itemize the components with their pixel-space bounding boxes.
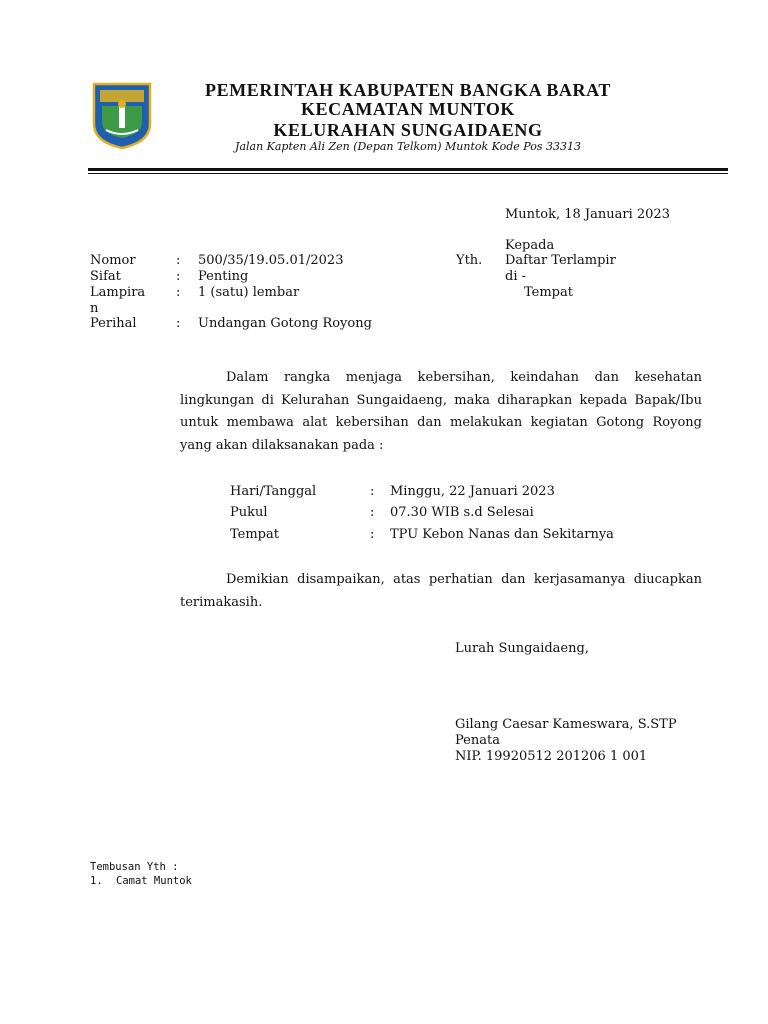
- sifat-label: Sifat: [90, 269, 121, 284]
- lampiran-value: 1 (satu) lembar: [198, 285, 300, 300]
- nomor-colon: :: [176, 253, 181, 268]
- body-paragraph-2: Demikian disampaikan, atas perhatian dan kerjasamanya diucapkan terimakasih.: [180, 572, 702, 610]
- schedule-colon-date: :: [370, 484, 375, 499]
- lampiran-label-wrap: n: [90, 301, 99, 316]
- letterhead-rule-thick: [88, 168, 728, 171]
- place-date: Muntok, 18 Januari 2023: [505, 207, 670, 222]
- sifat-value: Penting: [198, 269, 249, 284]
- perihal-value: Undangan Gotong Royong: [198, 316, 372, 331]
- signature-rank: Penata: [455, 733, 500, 748]
- schedule-value-time: 07.30 WIB s.d Selesai: [390, 505, 534, 520]
- cc-heading: Tembusan Yth :: [90, 861, 179, 873]
- letterhead-line-3: KELURAHAN SUNGAIDAENG: [273, 120, 543, 140]
- schedule-value-date: Minggu, 22 Januari 2023: [390, 484, 555, 499]
- perihal-colon: :: [176, 316, 181, 331]
- body-paragraph-1: Dalam rangka menjaga kebersihan, keindahan dan kesehatan lingkungan di Kelurahan Sungaidaeng, maka diharapkan kepada Bapak/Ibu untuk membawa alat kebersihan dan melakukan kegiatan Gotong Royong yang akan dilaksanakan pada :: [180, 370, 702, 453]
- recipient-yth: Yth.: [456, 253, 483, 268]
- regency-emblem-logo: [90, 80, 154, 150]
- signature-name: Gilang Caesar Kameswara, S.STP: [455, 717, 677, 732]
- schedule-colon-time: :: [370, 505, 375, 520]
- lampiran-label: Lampira: [90, 285, 146, 300]
- letterhead-line-1: PEMERINTAH KABUPATEN BANGKA BARAT: [205, 80, 611, 100]
- schedule-label-time: Pukul: [230, 505, 268, 520]
- nomor-value: 500/35/19.05.01/2023: [198, 253, 344, 268]
- letterhead-address: Jalan Kapten Ali Zen (Depan Telkom) Muntok Kode Pos 33313: [235, 140, 581, 153]
- letterhead-rule-thin: [88, 173, 728, 174]
- cc-item-number: 1.: [90, 875, 103, 887]
- schedule-colon-place: :: [370, 527, 375, 542]
- schedule-value-place: TPU Kebon Nanas dan Sekitarnya: [390, 527, 614, 542]
- signature-nip: NIP. 19920512 201206 1 001: [455, 749, 648, 764]
- letterhead-line-2: KECAMATAN MUNTOK: [300, 99, 516, 119]
- cc-item-text: Camat Muntok: [116, 875, 192, 887]
- recipient-name: Daftar Terlampir: [505, 253, 616, 268]
- schedule-label-date: Hari/Tanggal: [230, 484, 317, 499]
- recipient-di: di -: [505, 269, 527, 284]
- sifat-colon: :: [176, 269, 181, 284]
- recipient-kepada: Kepada: [505, 238, 555, 253]
- recipient-tempat: Tempat: [524, 285, 573, 300]
- perihal-label: Perihal: [90, 316, 137, 331]
- signature-title: Lurah Sungaidaeng,: [455, 641, 589, 656]
- lampiran-colon: :: [176, 285, 181, 300]
- schedule-label-place: Tempat: [230, 527, 279, 542]
- nomor-label: Nomor: [90, 253, 136, 268]
